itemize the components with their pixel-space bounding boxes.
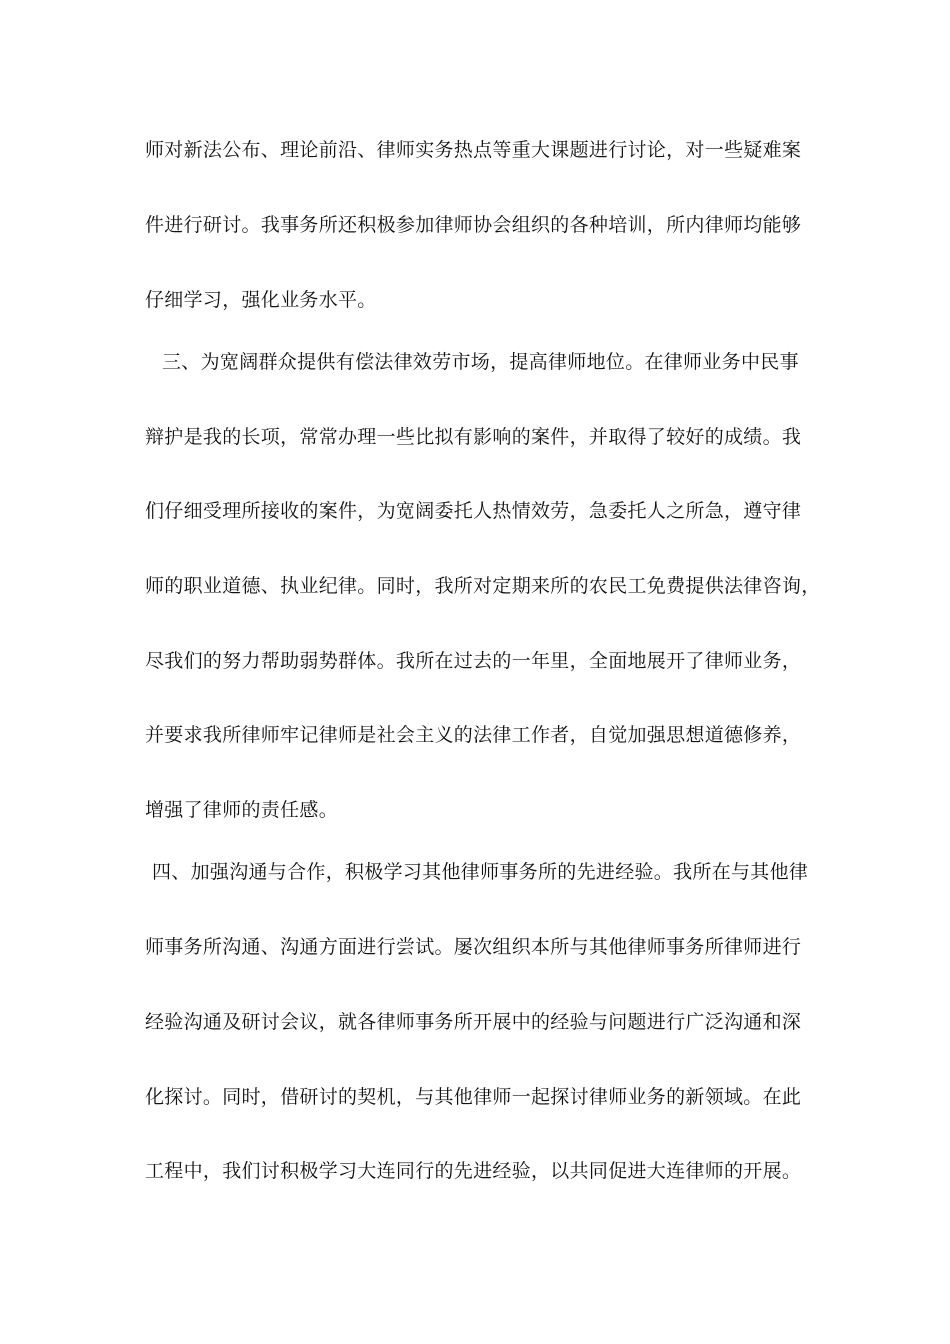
text-line: 化探讨。同时，借研讨的契机，与其他律师一起探讨律师业务的新领域。在此 [145, 1086, 802, 1108]
text-line: 增强了律师的责任感。 [145, 799, 339, 821]
text-line: 师事务所沟通、沟通方面进行尝试。屡次组织本所与其他律师事务所律师进行 [145, 936, 802, 958]
text-line: 工程中，我们讨积极学习大连同行的先进经验，以共同促进大连律师的开展。 [145, 1160, 802, 1182]
text-line: 件进行研讨。我事务所还积极参加律师协会组织的各种培训，所内律师均能够 [145, 214, 802, 236]
section-three-heading-line: 三、为宽阔群众提供有偿法律效劳市场，提高律师地位。在律师业务中民事 [162, 351, 799, 373]
text-line: 们仔细受理所接收的案件，为宽阔委托人热情效劳，急委托人之所急，遵守律 [145, 500, 802, 522]
text-line: 并要求我所律师牢记律师是社会主义的法律工作者，自觉加强思想道德修养， [145, 724, 802, 746]
section-four-heading-line: 四、加强沟通与合作，积极学习其他律师事务所的先进经验。我所在与其他律 [152, 861, 809, 883]
text-line: 辩护是我的长项，常常办理一些比拟有影响的案件，并取得了较好的成绩。我 [145, 426, 802, 448]
text-line: 师对新法公布、理论前沿、律师实务热点等重大课题进行讨论，对一些疑难案 [145, 139, 802, 161]
text-line: 师的职业道德、执业纪律。同时，我所对定期来所的农民工免费提供法律咨询， [145, 575, 821, 597]
text-line: 仔细学习，强化业务水平。 [145, 289, 377, 311]
text-line: 经验沟通及研讨会议，就各律师事务所开展中的经验与问题进行广泛沟通和深 [145, 1011, 802, 1033]
text-line: 尽我们的努力帮助弱势群体。我所在过去的一年里，全面地展开了律师业务， [145, 650, 802, 672]
